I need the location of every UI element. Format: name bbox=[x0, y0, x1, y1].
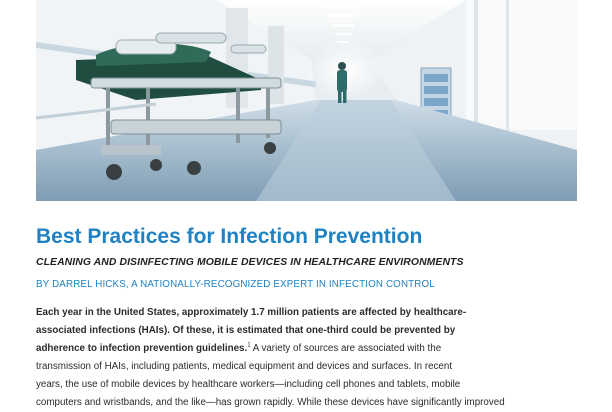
body-line bbox=[36, 322, 581, 340]
hero-image bbox=[36, 0, 577, 201]
body-line bbox=[36, 340, 581, 358]
body-text-segment: A variety of sources are associated with the bbox=[250, 343, 442, 354]
body-text-segment: computers and wristbands, and the like—has grown rapidly. While these devices have significantly improved bbox=[36, 397, 505, 408]
subtitle: CLEANING AND DISINFECTING MOBILE DEVICES IN HEALTHCARE ENVIRONMENTS bbox=[36, 257, 464, 268]
body-line bbox=[36, 394, 581, 412]
body-line bbox=[36, 358, 581, 376]
body-text-segment: adherence to infection prevention guidelines. bbox=[36, 343, 248, 354]
hospital-corridor-illustration bbox=[36, 0, 577, 201]
body-text-segment: Each year in the United States, approximately 1.7 million patients are affected by healthcare- bbox=[36, 307, 467, 318]
footnote-marker: 1 bbox=[247, 342, 251, 349]
body-text bbox=[36, 304, 581, 412]
body-text-segment: associated infections (HAIs). Of these, it is estimated that one-third could be prevented by bbox=[36, 325, 456, 336]
page-title: Best Practices for Infection Prevention bbox=[36, 225, 423, 248]
body-text-segment: years, the use of mobile devices by healthcare workers—including cell phones and tablets, mobile bbox=[36, 379, 461, 390]
body-line bbox=[36, 376, 581, 394]
body-text-segment: transmission of HAIs, including patients, medical equipment and devices and surfaces. In recent bbox=[36, 361, 453, 372]
byline: BY DARREL HICKS, A NATIONALLY-RECOGNIZED EXPERT IN INFECTION CONTROL bbox=[36, 279, 435, 290]
body-line bbox=[36, 304, 581, 322]
